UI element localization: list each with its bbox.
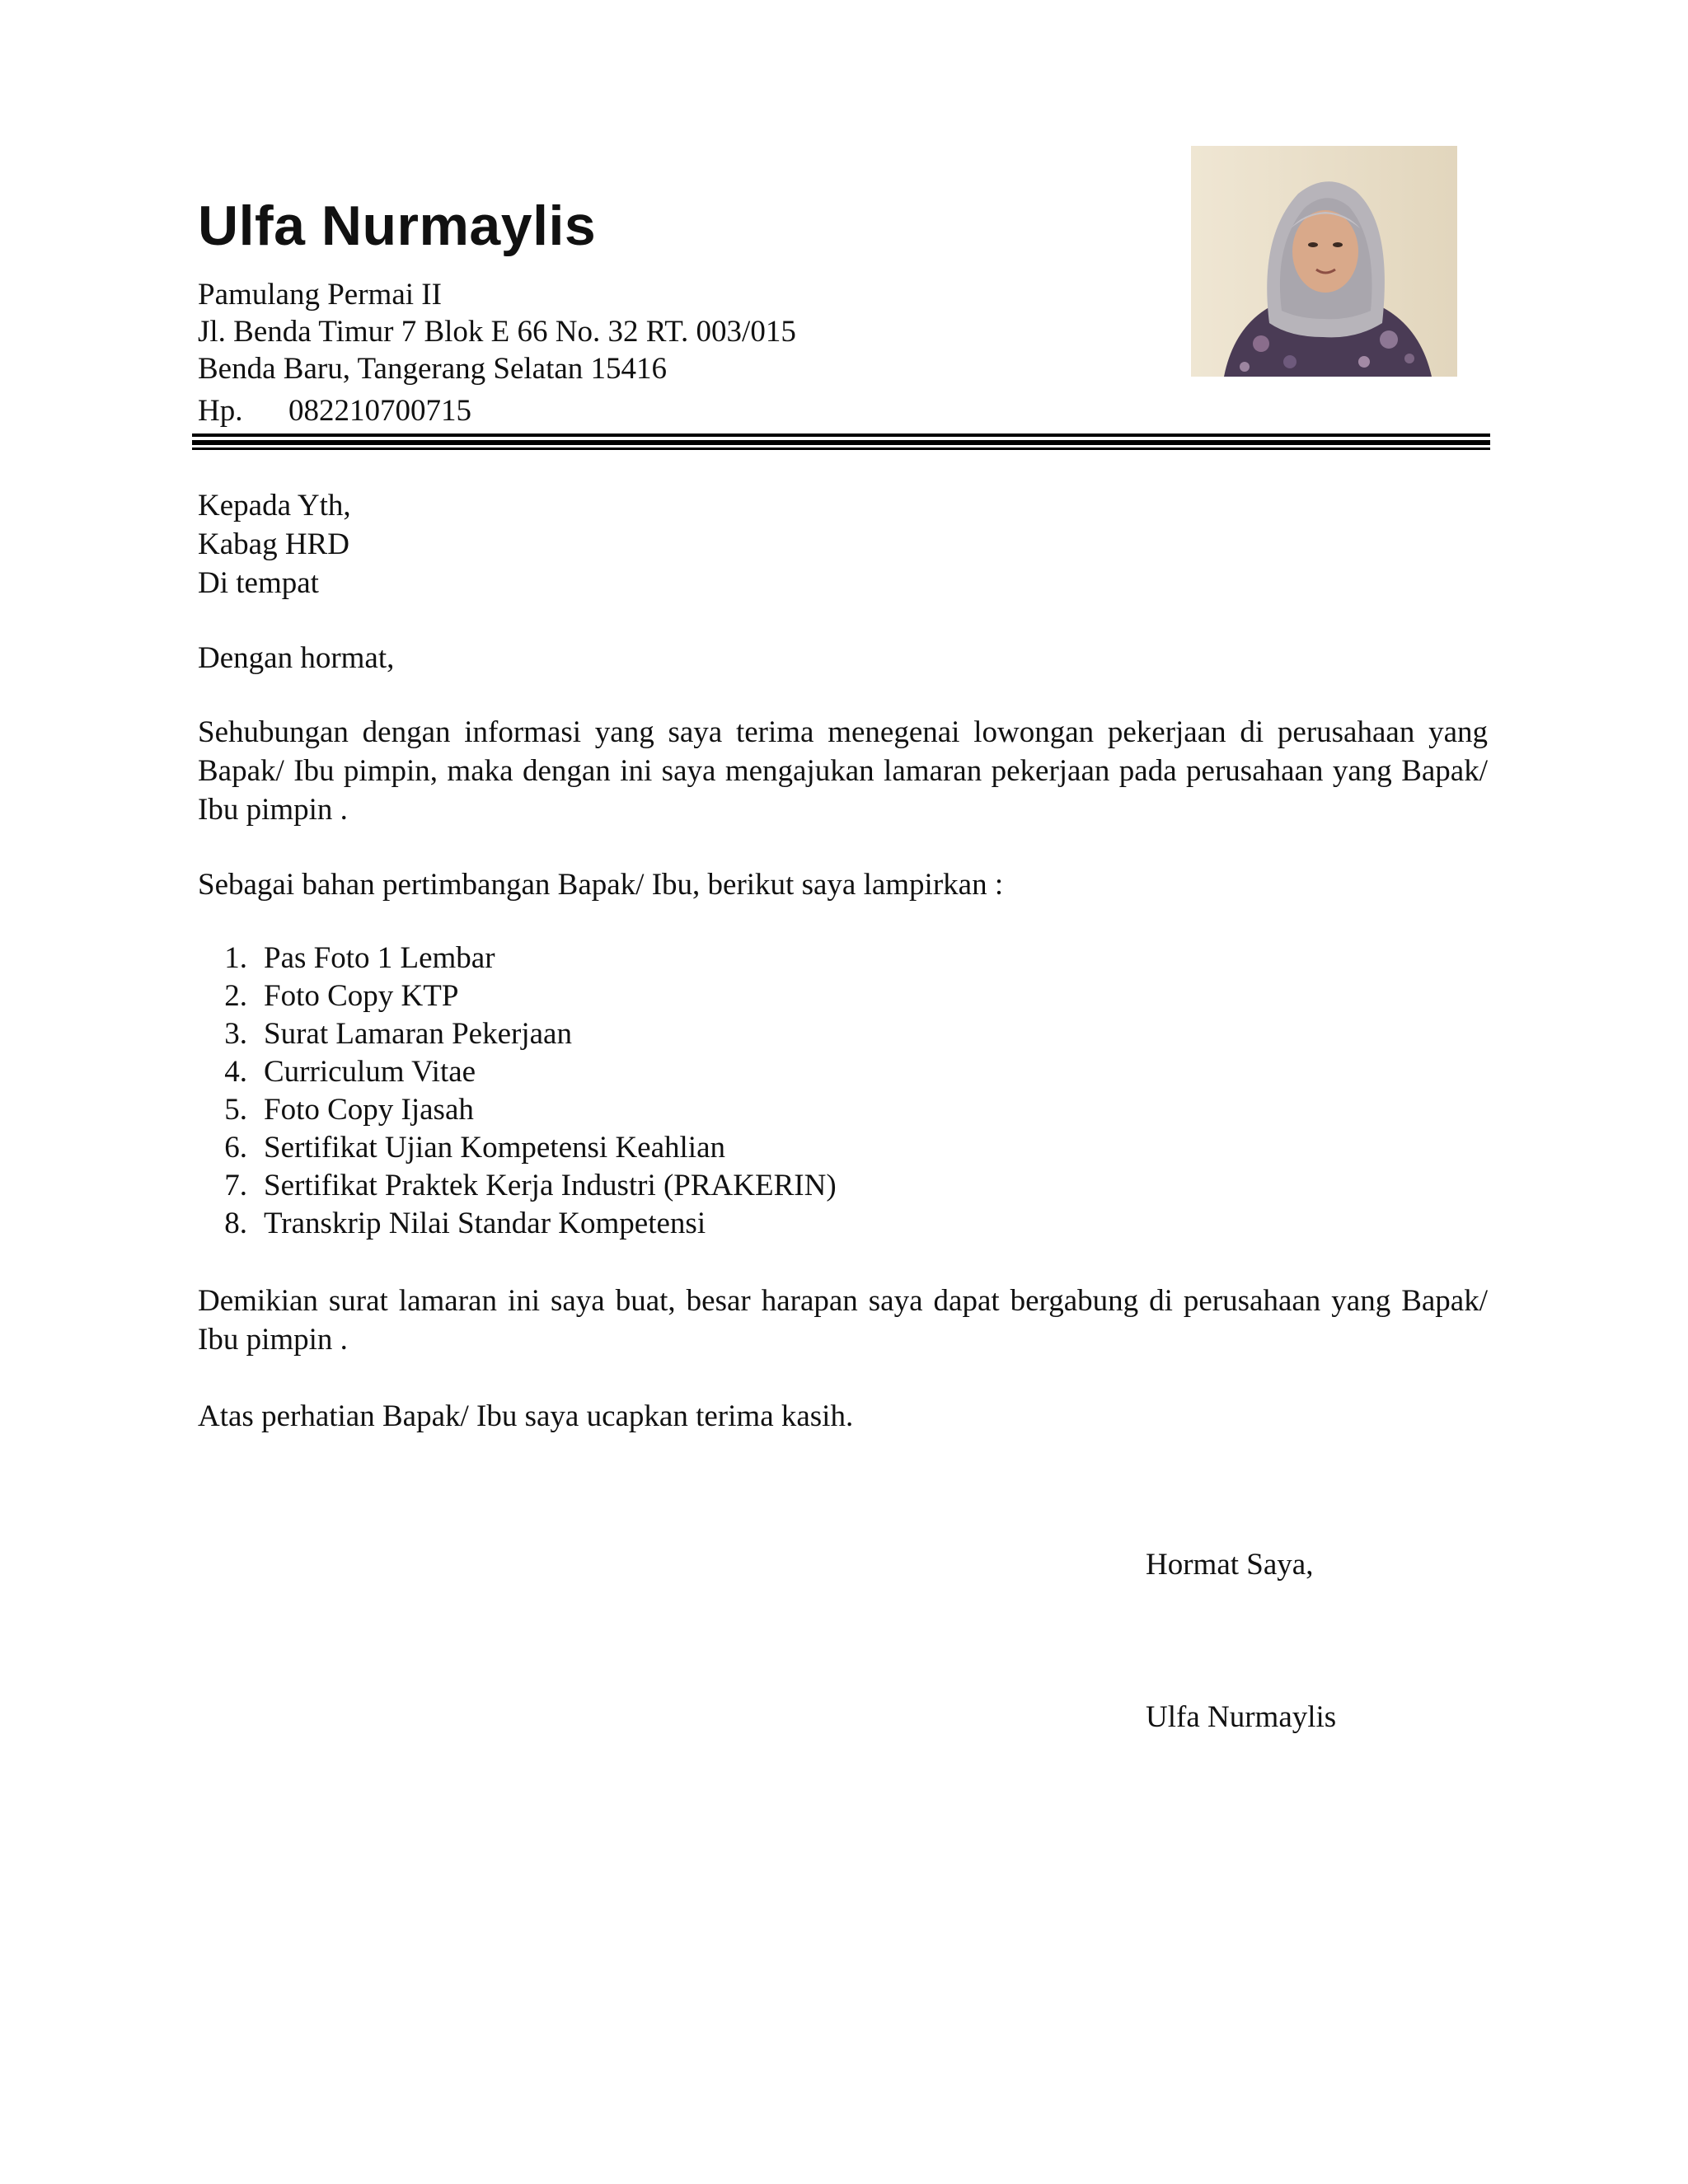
address-line: Pamulang Permai II (198, 278, 442, 312)
paragraph-thanks: Atas perhatian Bapak/ Ibu saya ucapkan terima kasih. (198, 1399, 854, 1433)
list-text: Transkrip Nilai Standar Kompetensi (264, 1207, 706, 1240)
phone-number: 082210700715 (288, 394, 471, 428)
paragraph-closing: Demikian surat lamaran ini saya buat, besar harapan saya dapat bergabung di perusahaan yang Bapak/ Ibu pimpin . (198, 1284, 1488, 1357)
list-item (198, 1205, 1352, 1243)
address-line: Jl. Benda Timur 7 Blok E 66 No. 32 RT. 003/015 (198, 315, 796, 349)
list-number: 1. (224, 941, 247, 975)
list-number: 5. (224, 1093, 247, 1127)
list-number: 6. (224, 1131, 247, 1165)
list-text: Curriculum Vitae (264, 1055, 476, 1089)
list-text: Pas Foto 1 Lembar (264, 941, 495, 975)
list-item (198, 940, 1352, 977)
phone-label: Hp. (198, 394, 243, 428)
recipient-line: Di tempat (198, 566, 319, 600)
list-number: 8. (224, 1207, 247, 1240)
header-rule-top (192, 434, 1490, 437)
list-item (198, 977, 1352, 1015)
list-item (198, 1129, 1352, 1167)
phone-line (198, 392, 796, 429)
list-item (198, 1015, 1352, 1053)
recipient-block (198, 486, 1488, 602)
header-rule-bottom (192, 448, 1490, 450)
header-rule-middle (192, 440, 1490, 445)
recipient-line: Kepada Yth, (198, 489, 351, 523)
list-text: Sertifikat Ujian Kompetensi Keahlian (264, 1131, 725, 1165)
attachment-list (198, 940, 1352, 1243)
list-text: Surat Lamaran Pekerjaan (264, 1017, 572, 1051)
list-number: 2. (224, 979, 247, 1013)
closing-salutation: Hormat Saya, (1146, 1548, 1314, 1582)
list-number: 3. (224, 1017, 247, 1051)
address-line: Benda Baru, Tangerang Selatan 15416 (198, 352, 668, 386)
list-number: 4. (224, 1055, 247, 1089)
portrait-icon (1191, 146, 1457, 377)
list-text: Foto Copy KTP (264, 979, 459, 1013)
list-item (198, 1091, 1352, 1129)
list-item (198, 1167, 1352, 1205)
portrait-photo (1191, 146, 1457, 377)
list-number: 7. (224, 1169, 247, 1202)
greeting: Dengan hormat, (198, 641, 395, 675)
signature-name: Ulfa Nurmaylis (1146, 1700, 1337, 1734)
paragraph-attachments-intro: Sebagai bahan pertimbangan Bapak/ Ibu, berikut saya lampirkan : (198, 868, 1004, 902)
list-text: Sertifikat Praktek Kerja Industri (PRAKERIN) (264, 1169, 837, 1202)
paragraph-intro: Sehubungan dengan informasi yang saya terima menegenai lowongan pekerjaan di perusahaan yang Bapak/ Ibu pimpin, maka dengan ini saya mengajukan lamaran pekerjaan pada perusahaan yang Bapak/ Ibu pimpin . (198, 715, 1488, 827)
list-text: Foto Copy Ijasah (264, 1093, 474, 1127)
applicant-address (198, 276, 796, 429)
recipient-line: Kabag HRD (198, 527, 349, 561)
list-item (198, 1053, 1352, 1091)
applicant-name: Ulfa Nurmaylis (198, 194, 597, 257)
